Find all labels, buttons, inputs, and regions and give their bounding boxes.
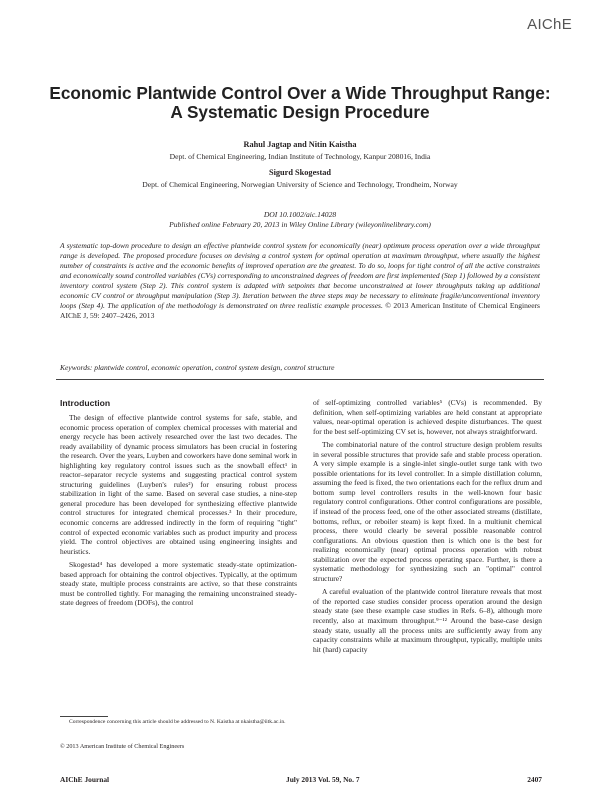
abstract-text: A systematic top-down procedure to design an effective plantwide control system for economically (near) optimum process operation over a wide throughput range is developed. The proposed procedure focuses on devising a control system for optimal operation at maximum throughput, where usually the highest number of constraints is active and the economic benefits of improved operation are the greatest. To do so, loops for tight control of all the active constraints and economically sound controlled variables (CVs) corresponding to unconstrained degrees of freedom are first implemented (Step 1) followed by a consistent inventory control system (Step 2). This control system is adapted with setpoints that become unconstrained at lower throughputs taking up additional economic CV control or throughput manipulation (Step 3). Iteration between the three steps may be necessary to eliminate fragile/unconventional inventory loops (Step 4). The application of the methodology is demonstrated on three realistic example processes.: [60, 241, 540, 311]
section-heading-introduction: Introduction: [60, 398, 111, 408]
section-divider: [56, 379, 544, 380]
keywords: Keywords: plantwide control, economic operation, control system design, control structure: [60, 363, 335, 372]
paragraph: The combinatorial nature of the control structure design problem results in several possible structures that provide safe and stable process operation. A very simple example is a single-inlet single-outlet surge tank with two possible orientations for its level controller. In a simple distillation column, assuming the feed is fixed, the two orientations each for the reflux drum and bottom sump level controllers results in the well-known four basic regulatory control configurations. Other control configurations are possible, if instead of the process feed, one of the other associated streams (distillate, bottoms, reflux, or reboiler steam) is kept fixed. In a multiunit chemical process, there would clearly be several possible reasonable control configurations. An obvious question then is which one is the best for realizing economically (near) optimal process operation with robust stabilization over the expected process operating space. Further, is there a systematic methodology for synthesizing such an "optimal" control structure?: [313, 440, 542, 583]
footnote-divider: [60, 716, 108, 717]
page-number: 2407: [527, 775, 542, 784]
affiliation-primary: Dept. of Chemical Engineering, Indian Institute of Technology, Kanpur 208016, India: [169, 152, 431, 161]
paragraph: of self-optimizing controlled variables⁵ (CVs) is recommended. By definition, when self-optimizing variables are held constant at appropriate values, near-optimal operation is achieved despite disturbances. The quest for the best self-optimizing CV set is, however, not always straightforward.: [313, 398, 542, 436]
paragraph: A careful evaluation of the plantwide control literature reveals that most of the reported case studies consider process operation around the design steady state (see these example case studies in Refs. 6–8), although more recently, also at maximum throughput.⁹⁻¹² Around the base-case design steady state, usually all the process units are sufficiently away from any capacity constraints while at maximum throughput, typically, multiple units hit (hard) capacity: [313, 587, 542, 654]
paragraph: Skogestad⁴ has developed a more systematic steady-state optimization-based approach for obtaining the control objectives. Typically, at the optimum steady state, multiple process constraints are active, so that these constraints must be controlled tightly. For managing the remaining unconstrained steady-state degrees of freedom (DOFs), the control: [60, 560, 297, 608]
title-line-2: A Systematic Design Procedure: [170, 102, 430, 122]
publication-info: Published online February 20, 2013 in Wiley Online Library (wileyonlinelibrary.com): [169, 220, 431, 229]
paragraph: The design of effective plantwide control systems for safe, stable, and economic process operation of complex chemical processes with material and energy recycle has been actively researched over the last two decades. The ready availability of dynamic process simulators has been crucial in fostering the research. Over the years, Luyben and coworkers have done seminal work in highlighting key regulatory control issues such as the snowball effect¹ in reactor–separator recycle systems and suggesting practical control system structuring guidelines (Luyben's rules²) for ensuring robust process stabilization in light of the same. Based on several case studies, a nine-step general procedure has been developed for synthesizing effective plantwide control structures for integrated chemical processes.³ In their procedure, economic concerns are addressed indirectly in the form of requiring "tight" control of expected economic variables such as product impurity and process yield. The control objectives are obtained using engineering insights and heuristics.: [60, 413, 297, 556]
doi: DOI 10.1002/aic.14028: [263, 210, 337, 219]
abstract: [60, 241, 540, 321]
correspondence-footnote: Correspondence concerning this article should be addressed to N. Kaistha at nkaistha@iitk.ac.in.: [69, 719, 286, 725]
authors-primary: Rahul Jagtap and Nitin Kaistha: [243, 140, 357, 149]
paper-title: [40, 84, 560, 122]
footer-issue: July 2013 Vol. 59, No. 7: [286, 775, 360, 784]
journal-logo: AIChE: [527, 16, 572, 33]
title-line-1: Economic Plantwide Control Over a Wide Throughput Range:: [49, 83, 551, 103]
abstract-citation: © 2013 American Institute of Chemical Engineers AIChE J, 59: 2407–2426, 2013: [60, 301, 540, 321]
left-column: [60, 398, 297, 612]
affiliation-secondary: Dept. of Chemical Engineering, Norwegian University of Science and Technology, Trondheim, Norway: [142, 180, 458, 189]
authors-secondary: Sigurd Skogestad: [268, 168, 332, 177]
copyright-notice: © 2013 American Institute of Chemical Engineers: [60, 743, 185, 750]
right-column: [313, 398, 542, 658]
footer-journal: AIChE Journal: [60, 775, 110, 784]
